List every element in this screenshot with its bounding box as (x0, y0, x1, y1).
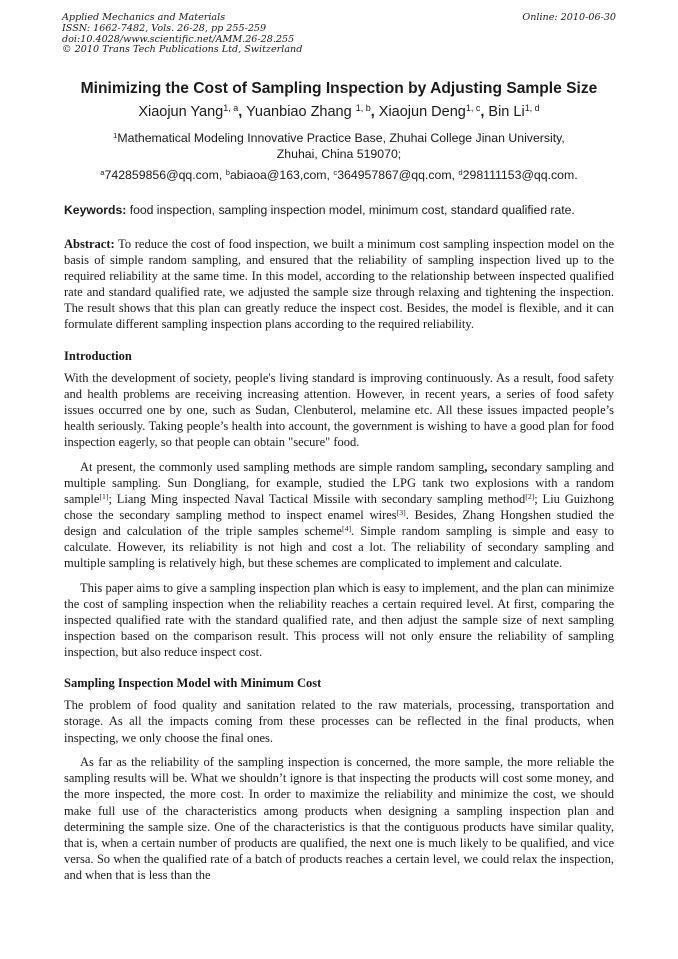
author-name: Bin Li (488, 104, 525, 120)
citation-ref: [3] (396, 507, 406, 517)
abstract (64, 236, 614, 333)
keywords-text: food inspection, sampling inspection model, minimum cost, standard qualified rate. (126, 203, 575, 217)
author-affil-marker: 1, c (465, 103, 481, 114)
keywords (64, 203, 575, 217)
author-affil-marker: 1, d (524, 103, 540, 114)
paper-title: Minimizing the Cost of Sampling Inspection by Adjusting Sample Size (80, 80, 598, 97)
citation-ref: [2] (525, 491, 535, 501)
keywords-label: Keywords: (64, 203, 127, 217)
model-paragraph-1: The problem of food quality and sanitation related to the raw materials, processing, transportation and storage. As all the impacts coming from these processes can be reflected in the final products, when inspecting, we only choose the final ones. (64, 698, 614, 745)
intro-paragraph-1: With the development of society, people's living standard is improving continuously. As a result, food safety and health problems are receiving increasing attention. However, in recent years, a series of food safety issues occurred one by one, such as Sudan, Clenbuterol, melamine etc. All these issues impacted people’s health seriously. Taking people’s health into account, the government is wishing to have a good plan for food inspection eagerly, so that people can obtain "secure" food. (64, 370, 614, 449)
email-address: abiaoa@163,com, (229, 168, 330, 182)
author-list: Xiaojun Yang$^{1, a}$, Yuanbiao Zhang $^{1, b}$, Xiaojun Deng$^{1, c}$, Bin Li$^{1, d}$ (138, 103, 540, 120)
email-address: 742859856@qq.com, (104, 168, 223, 182)
copyright-line: © 2010 Trans Tech Publications Ltd, Switzerland (62, 44, 303, 56)
email-marker: a (100, 167, 105, 177)
online-date: Online: 2010-06-30 (522, 12, 616, 23)
affiliation (40, 130, 638, 162)
email-marker: c (333, 167, 338, 177)
author-affil-marker: 1, a (223, 103, 239, 114)
abstract-label: Abstract: (64, 237, 115, 251)
affil-line-2: Zhuhai, China 519070; (276, 147, 402, 161)
email-marker: b (225, 167, 230, 177)
email-address: 298111153@qq.com. (462, 168, 578, 182)
author-name: Xiaojun Deng (378, 104, 466, 120)
citation-ref: [1] (99, 491, 109, 501)
affil-marker: 1 (113, 130, 118, 140)
intro-paragraph-2: At present, the commonly used sampling methods are simple random sampling, secondary sampling and multiple sampling. Sun Dongliang, for example, studied the LPG tank two explosions with a random sample[1]; Liang Ming inspected Naval Tactical Missile with secondary sampling method[2]; Liu Guizhong chose the secondary sampling method to inspect enamel wires[3]. Besides, Zhang Hongshen studied the design and calculation of the triple samples scheme[4]. Simple random sampling is simple and easy to calculate. However, its reliability is not high and cost a lot. The reliability of secondary sampling and multiple sampling is relatively high, but these schemes are complicated to implement and calculate. (64, 459, 615, 571)
author-affil-marker: 1, b (355, 103, 371, 114)
section-heading-model: Sampling Inspection Model with Minimum Cost (64, 676, 322, 691)
intro-paragraph-3: This paper aims to give a sampling inspection plan which is easy to implement, and the plan can minimize the cost of sampling inspection when the reliability reaches a certain required level. At first, comparing the inspected qualified rate with the standard qualified rate, and then adjust the sample size of next sampling inspection based on the comparison result. This process will not only ensure the reliability of sampling inspection, but also reduce inspect cost. (64, 580, 614, 660)
doi-line: doi:10.4028/www.scientific.net/AMM.26-28.255 (62, 33, 295, 45)
model-paragraph-2: As far as the reliability of the sampling inspection is concerned, the more sample, the more reliable the sampling results will be. What we shouldn’t ignore is that inspecting the products will cost some money, and the more inspected, the more cost. In order to maximize the reliability and minimize the cost, we should make full use of the characteristics among products when designing a sampling inspection plan and determining the sample size. One of the characteristics is that the contiguous products have similar quality, that is, when a certain number of products are qualified, the next one is much likely to be qualified, and vice versa. So when the qualified rate of a batch of products reaches a certain level, we could relax the inspection, and when that is less than the (64, 755, 614, 882)
author-name: Xiaojun Yang (138, 104, 224, 120)
section-heading-introduction: Introduction (64, 348, 132, 363)
author-name: Yuanbiao Zhang (246, 104, 352, 120)
abstract-text: To reduce the cost of food inspection, we built a minimum cost sampling inspection model on the basis of simple random sampling, and ensured that the reliability of sampling inspection lived up to the required reliability at the same time. In this model, according to the relationship between inspected qualified rate and standard qualified rate, we adjusted the sample size through relaxing and tightening the inspection. The result shows that this plan can greatly reduce the inspect cost. Besides, the model is flexible, and it can formulate different sampling inspection plans according to the required reliability. (64, 237, 614, 332)
issn-line: ISSN: 1662-7482, Vols. 26-28, pp 255-259 (62, 22, 267, 34)
citation-ref: [4] (341, 523, 352, 533)
email-address: 364957867@qq.com, (337, 168, 455, 182)
email-marker: d (458, 167, 463, 177)
journal-name: Applied Mechanics and Materials (62, 12, 226, 23)
journal-header (62, 13, 302, 56)
affil-line-1: Mathematical Modeling Innovative Practice Base, Zhuhai College Jinan University, (117, 131, 565, 145)
paper-body (64, 236, 614, 892)
email-list (40, 168, 638, 182)
